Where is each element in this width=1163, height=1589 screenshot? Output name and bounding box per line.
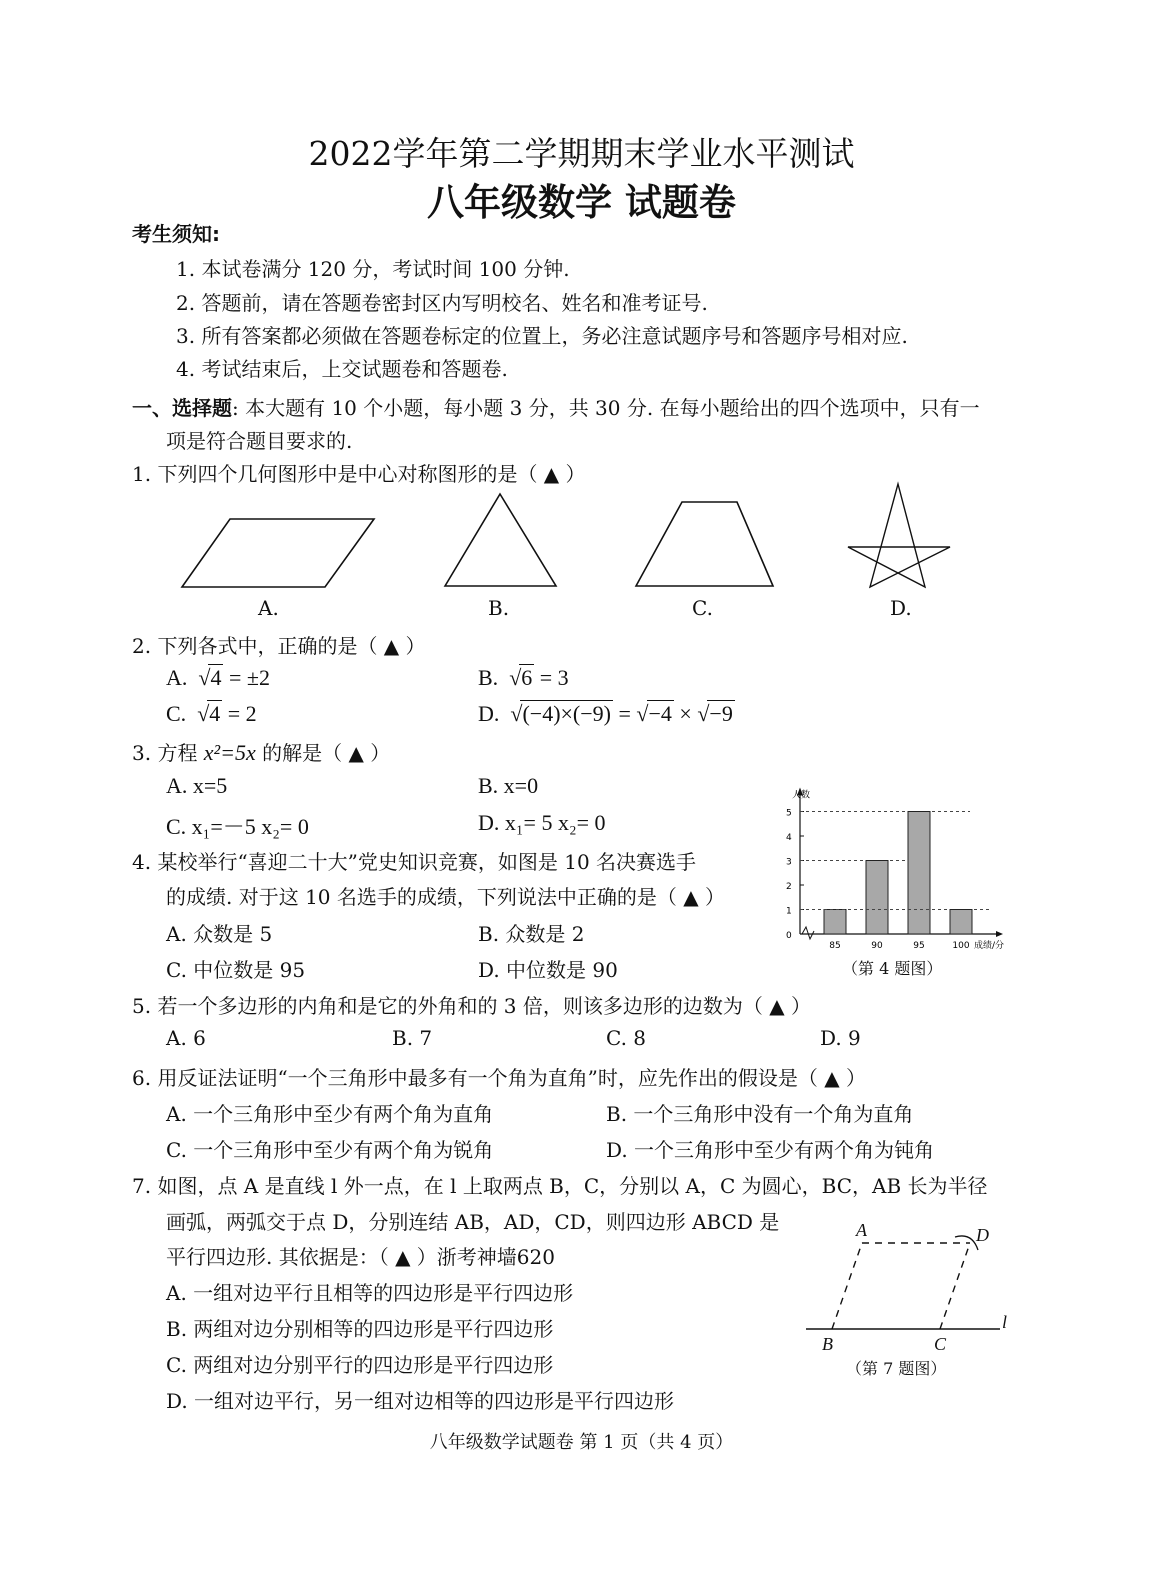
q3-option-b: B. x=0 — [478, 773, 539, 798]
q5-option-d: D. 9 — [820, 1026, 861, 1050]
q6-option-a: A. 一个三角形中至少有两个角为直角 — [166, 1102, 494, 1126]
radicand: 6 — [521, 665, 533, 690]
y-tick-label: 0 — [786, 931, 792, 941]
q5-option-b: B. 7 — [392, 1026, 433, 1050]
y-axis-label: 人数 — [792, 790, 811, 801]
q7-option-c: C. 两组对边分别平行的四边形是平行四边形 — [166, 1353, 554, 1377]
q2-option-b: B. √6 = 3 — [478, 665, 569, 690]
line-l-label: l — [1002, 1312, 1008, 1332]
q2-option-c: C. √4 = 2 — [166, 701, 257, 726]
section-heading: 一、选择题 — [132, 396, 232, 420]
y-tick-label: 4 — [786, 833, 792, 843]
segment-ab — [832, 1243, 862, 1329]
q5-option-c: C. 8 — [606, 1026, 647, 1050]
option-rest: = 2 — [222, 701, 257, 726]
option-rest: × — [673, 701, 698, 726]
q4-option-c: C. 中位数是 95 — [166, 958, 306, 982]
q3-option-c: C. x₁=－5 x₂= 0 — [166, 814, 309, 839]
question-4-line2: 的成绩. 对于这 10 名选手的成绩，下列说法中正确的是（ ▲ ） — [166, 885, 725, 909]
section-intro-line1: : 本大题有 10 个小题，每小题 3 分，共 30 分. 在每小题给出的四个选项中，只有一 — [232, 396, 980, 420]
q7-option-b: B. 两组对边分别相等的四边形是平行四边形 — [166, 1317, 554, 1341]
y-tick-label: 3 — [786, 857, 792, 868]
q4-option-b: B. 众数是 2 — [478, 922, 585, 946]
question-4-line1: 4. 某校举行“喜迎二十大”党史知识竞赛，如图是 10 名决赛选手 — [132, 850, 697, 874]
radicand: −9 — [709, 701, 733, 726]
radicand: (−4)×(−9) — [522, 701, 611, 726]
q7-option-a: A. 一组对边平行且相等的四边形是平行四边形 — [166, 1281, 574, 1305]
notice-item: 3. 所有答案都必须做在答题卷标定的位置上，务必注意试题序号和答题序号相对应. — [176, 324, 908, 348]
notice-item: 4. 考试结束后，上交试题卷和答题卷. — [176, 357, 508, 381]
q5-option-a: A. 6 — [166, 1026, 206, 1050]
point-d-label: D — [976, 1225, 989, 1245]
q2-option-a: A. √4 = ±2 — [166, 665, 270, 690]
question-2-stem: 2. 下列各式中，正确的是（ ▲ ） — [132, 634, 426, 658]
option-label: D. — [478, 701, 500, 726]
q4-figure-caption: （第 4 题图） — [842, 959, 943, 978]
x-tick-label: 100 — [952, 941, 970, 951]
q3-option-d: D. x₁= 5 x₂= 0 — [478, 810, 606, 835]
x-tick-label: 90 — [871, 941, 883, 951]
q3-stem-post: 的解是（ ▲ ） — [255, 741, 391, 765]
q6-option-d: D. 一个三角形中至少有两个角为钝角 — [606, 1138, 935, 1162]
option-label: C. — [166, 701, 187, 726]
exam-title: 2022学年第二学期期末学业水平测试 — [308, 134, 855, 173]
y-tick-label: 2 — [786, 882, 792, 892]
q2-option-d: D. √(−4)×(−9) = √−4 × √−9 — [478, 701, 733, 726]
x-axis-label: 成绩/分 — [974, 941, 1005, 951]
q1-option-d-label: D. — [890, 596, 912, 620]
q3-stem-pre: 3. 方程 — [132, 741, 204, 765]
q1-option-a-label: A. — [258, 596, 279, 620]
radicand: 4 — [210, 665, 222, 690]
option-rest: = — [613, 701, 637, 726]
point-a-label: A — [856, 1220, 867, 1240]
question-7-line1: 7. 如图，点 A 是直线 l 外一点，在 l 上取两点 B，C，分别以 A，C 为圆心，BC，AB 长为半径 — [132, 1174, 988, 1198]
question-7-line2: 画弧，两弧交于点 D，分别连结 AB，AD，CD，则四边形 ABCD 是 — [166, 1210, 780, 1234]
question-7-line3: 平行四边形. 其依据是：（ ▲ ）浙考神墙620 — [166, 1245, 555, 1269]
q1-option-c-label: C. — [692, 596, 713, 620]
page-footer: 八年级数学试题卷 第 1 页（共 4 页） — [429, 1432, 734, 1453]
y-tick-label: 5 — [786, 808, 792, 819]
q7-figure-caption: （第 7 题图） — [846, 1359, 947, 1378]
notice-heading: 考生须知: — [132, 222, 220, 246]
option-label: A. — [166, 665, 188, 690]
question-5-stem: 5. 若一个多边形的内角和是它的外角和的 3 倍，则该多边形的边数为（ ▲ ） — [132, 994, 811, 1018]
segment-cd — [940, 1243, 970, 1329]
point-c-label: C — [934, 1334, 947, 1354]
question-1-stem: 1. 下列四个几何图形中是中心对称图形的是（ ▲ ） — [132, 462, 586, 486]
q6-option-b: B. 一个三角形中没有一个角为直角 — [606, 1102, 914, 1126]
x-tick-label: 85 — [829, 941, 841, 951]
notice-item: 2. 答题前，请在答题卷密封区内写明校名、姓名和准考证号. — [176, 291, 708, 315]
q3-equation: x²=5x — [203, 740, 256, 765]
q7-option-d: D. 一组对边平行，另一组对边相等的四边形是平行四边形 — [166, 1389, 675, 1413]
q3-option-a: A. x=5 — [166, 773, 228, 798]
q1-option-b-label: B. — [488, 596, 510, 620]
option-rest: = 3 — [534, 665, 569, 690]
x-tick-label: 95 — [913, 941, 925, 951]
y-tick-label: 1 — [786, 906, 792, 917]
option-label: B. — [478, 665, 499, 690]
exam-subtitle: 八年级数学 试题卷 — [427, 181, 736, 224]
point-b-label: B — [822, 1334, 833, 1354]
notice-item: 1. 本试卷满分 120 分，考试时间 100 分钟. — [176, 257, 570, 281]
q4-option-a: A. 众数是 5 — [166, 922, 273, 946]
q4-option-d: D. 中位数是 90 — [478, 958, 618, 982]
radicand: 4 — [209, 701, 221, 726]
radicand: −4 — [648, 701, 672, 726]
question-6-stem: 6. 用反证法证明“一个三角形中最多有一个角为直角”时，应先作出的假设是（ ▲ ） — [132, 1066, 866, 1090]
option-rest: = ±2 — [223, 665, 270, 690]
q6-option-c: C. 一个三角形中至少有两个角为锐角 — [166, 1138, 494, 1162]
section-intro-line2: 项是符合题目要求的. — [166, 429, 353, 453]
